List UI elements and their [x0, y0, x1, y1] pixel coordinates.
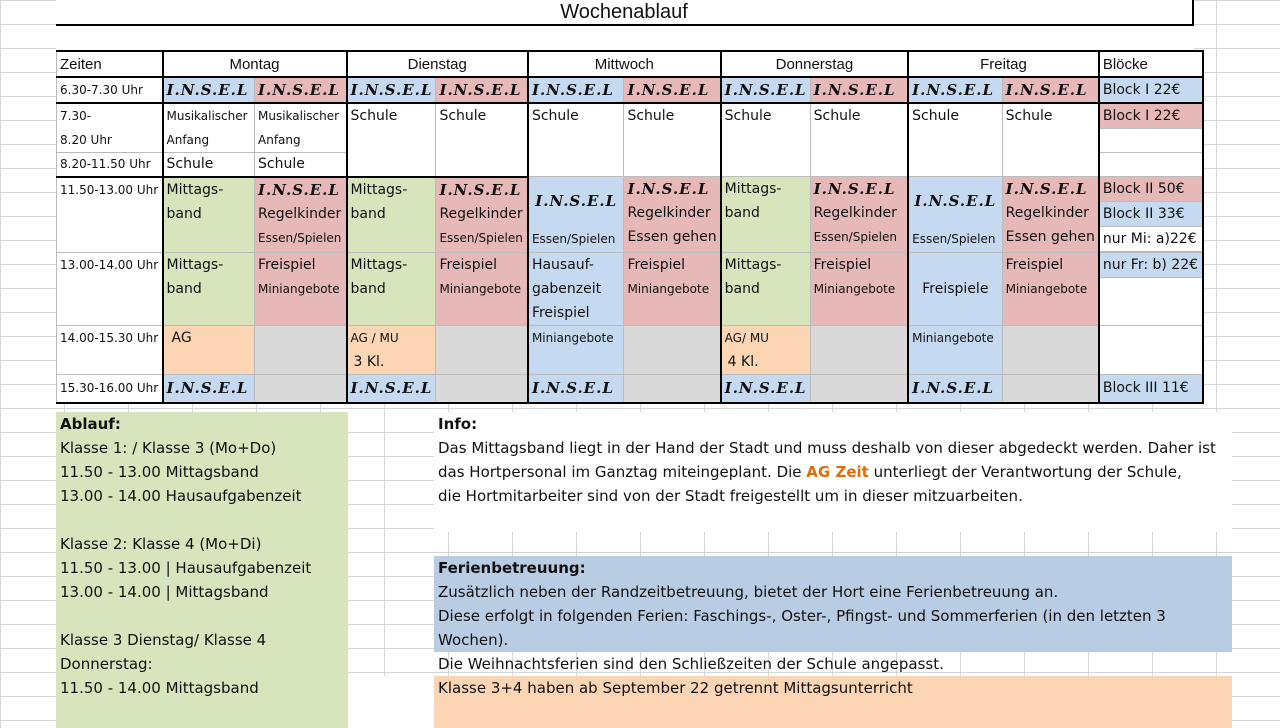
cell-text: Schule: [439, 108, 487, 124]
ablauf-line[interactable]: Klasse 2: Klasse 4 (Mo+Di): [60, 535, 262, 553]
row-1150: [57, 177, 1203, 253]
schedule-cell[interactable]: [624, 177, 721, 253]
cell-text: Anfang: [166, 133, 210, 147]
cell-text: Mittags-: [350, 181, 408, 198]
klasse-note[interactable]: Klasse 3+4 haben ab September 22 getrennt Mittagsunterricht: [438, 679, 913, 697]
header-zeiten[interactable]: Zeiten: [57, 51, 163, 77]
block-cell[interactable]: [1099, 103, 1203, 153]
insel-label: I.N.S.E.L: [914, 192, 997, 210]
insel-cell[interactable]: I.N.S.E.L: [721, 77, 810, 103]
block-label: nur Mi: a)22€: [1100, 227, 1202, 252]
insel-cell[interactable]: I.N.S.E.L: [1002, 77, 1099, 103]
insel-label: I.N.S.E.L: [627, 180, 710, 198]
block-label: Block II 33€: [1100, 202, 1202, 227]
cell-text: Schule: [350, 108, 398, 124]
cell-text: Schule: [1005, 108, 1053, 124]
cell-text: Mittags-: [166, 181, 224, 198]
ablauf-line[interactable]: Klasse 1: / Klasse 3 (Mo+Do): [60, 439, 277, 457]
schedule-cell[interactable]: [347, 177, 436, 253]
schedule-cell[interactable]: [347, 253, 436, 326]
cell-text: Freispiel: [627, 257, 685, 273]
cell-text: AG / MU: [350, 331, 399, 345]
schedule-cell[interactable]: [721, 253, 810, 326]
block-label: Block II 50€: [1100, 177, 1202, 202]
cell-text: 3 Kl.: [353, 354, 385, 370]
ferien-heading[interactable]: Ferienbetreuung:: [438, 559, 586, 577]
insel-label: I.N.S.E.L: [258, 180, 340, 199]
cell-text: band: [166, 205, 202, 222]
cell-text: Essen/Spielen: [439, 230, 523, 245]
insel-label: I.N.S.E.L: [813, 180, 896, 198]
insel-cell[interactable]: I.N.S.E.L: [908, 375, 1002, 403]
info-heading[interactable]: Info:: [438, 415, 478, 433]
cell-text: Regelkinder: [627, 205, 711, 221]
schedule-cell[interactable]: [528, 326, 624, 375]
schedule-cell[interactable]: [528, 103, 624, 177]
cell-text: Miniangebote: [531, 331, 614, 345]
cell-text: Freispiel: [531, 305, 590, 321]
header-day-donnerstag[interactable]: Donnerstag: [721, 51, 908, 77]
insel-cell[interactable]: I.N.S.E.L: [908, 77, 1002, 103]
insel-cell[interactable]: I.N.S.E.L: [163, 77, 255, 103]
row-0730: [57, 103, 1203, 153]
block-cell[interactable]: [1099, 253, 1203, 326]
schedule-table: [56, 50, 1204, 404]
insel-cell[interactable]: I.N.S.E.L: [810, 77, 908, 103]
ag-zeit-highlight: AG Zeit: [806, 463, 869, 481]
cell-text: Freispiel: [1005, 257, 1064, 273]
row-1300: [57, 253, 1203, 326]
header-day-mittwoch[interactable]: Mittwoch: [528, 51, 721, 77]
schedule-cell[interactable]: [810, 253, 908, 326]
time-cell[interactable]: [57, 253, 163, 326]
schedule-cell[interactable]: [1002, 103, 1099, 177]
schedule-cell[interactable]: [347, 103, 436, 177]
cell-text: Miniangebote: [912, 331, 994, 345]
schedule-cell[interactable]: [255, 375, 347, 403]
block-cell[interactable]: Block I 22€: [1099, 77, 1203, 103]
info-line[interactable]: [438, 460, 1228, 484]
time-cell[interactable]: [57, 103, 163, 153]
time-label: 8.20 Uhr: [60, 133, 112, 147]
schedule-cell[interactable]: [1002, 253, 1099, 326]
cell-text: Essen gehen: [627, 229, 717, 245]
row-1400: [57, 326, 1203, 375]
schedule-cell[interactable]: [908, 177, 1002, 253]
block-label: nur Fr: b) 22€: [1100, 253, 1202, 278]
cell-text: Musikalischer: [166, 109, 248, 123]
cell-text: Mittags-: [350, 257, 408, 273]
insel-label: I.N.S.E.L: [535, 192, 618, 210]
cell-text: Essen gehen: [1005, 229, 1095, 245]
sheet-title[interactable]: Wochenablauf: [56, 0, 1194, 26]
klasse-note-panel: [434, 676, 1232, 728]
row-0630: [57, 77, 1203, 103]
header-day-freitag[interactable]: Freitag: [908, 51, 1099, 77]
schedule-cell[interactable]: [528, 253, 624, 326]
cell-text: band: [724, 205, 760, 221]
time-label: 14.00-15.30 Uhr: [60, 331, 159, 345]
cell-text: band: [724, 281, 760, 297]
schedule-cell[interactable]: [810, 103, 908, 177]
schedule-cell[interactable]: [436, 177, 528, 253]
cell-text: gabenzeit: [531, 281, 602, 297]
block-cell[interactable]: [1099, 326, 1203, 375]
ablauf-line[interactable]: Klasse 3 Dienstag/ Klasse 4 Donnerstag:: [60, 631, 267, 673]
schedule-cell[interactable]: [908, 103, 1002, 177]
cell-text: Essen/Spielen: [912, 232, 996, 246]
cell-text: band: [350, 205, 386, 222]
cell-text: Essen/Spielen: [531, 232, 616, 246]
cell-text: Regelkinder: [439, 205, 523, 222]
header-day-montag[interactable]: Montag: [163, 51, 347, 77]
insel-cell[interactable]: I.N.S.E.L: [436, 77, 528, 103]
schedule-cell[interactable]: Schule: [255, 153, 347, 177]
time-cell[interactable]: 15.30-16.00 Uhr: [57, 375, 163, 403]
cell-text: Miniangebote: [1005, 282, 1088, 296]
schedule-cell[interactable]: [624, 253, 721, 326]
schedule-cell[interactable]: [528, 177, 624, 253]
schedule-cell[interactable]: [624, 103, 721, 177]
cell-text: Freispiel: [439, 257, 497, 273]
info-text: unterliegt der Verantwortung der Schule,: [868, 463, 1182, 481]
insel-cell[interactable]: I.N.S.E.L: [347, 375, 436, 403]
time-cell[interactable]: 8.20-11.50 Uhr: [57, 153, 163, 177]
insel-cell[interactable]: I.N.S.E.L: [163, 375, 255, 403]
schedule-cell[interactable]: [721, 326, 810, 375]
header-day-dienstag[interactable]: Dienstag: [347, 51, 528, 77]
ablauf-line[interactable]: 11.50 - 13.00 Mittagsband: [60, 463, 259, 481]
block-cell[interactable]: [1099, 153, 1203, 177]
schedule-cell[interactable]: [810, 177, 908, 253]
cell-text: Mittags-: [166, 257, 224, 273]
schedule-cell[interactable]: [163, 177, 255, 253]
insel-cell[interactable]: I.N.S.E.L: [347, 77, 436, 103]
cell-text: Regelkinder: [813, 205, 897, 221]
cell-text: Schule: [531, 108, 579, 124]
cell-text: Musikalischer: [258, 109, 340, 123]
cell-text: Miniangebote: [813, 282, 896, 296]
cell-text: Schule: [627, 108, 675, 124]
schedule-cell[interactable]: [436, 326, 528, 375]
ferien-line[interactable]: Zusätzlich neben der Randzeitbetreuung, bietet der Hort eine Ferienbetreuung an.: [438, 583, 1059, 601]
schedule-cell[interactable]: [721, 103, 810, 177]
cell-text: Anfang: [258, 133, 301, 147]
schedule-cell[interactable]: [908, 326, 1002, 375]
cell-text: Freispiel: [258, 257, 316, 273]
schedule-cell[interactable]: [810, 375, 908, 403]
header-row: [57, 51, 1203, 77]
time-label: 7.30-: [60, 109, 92, 123]
info-panel: [434, 412, 1232, 532]
cell-text: Regelkinder: [1005, 205, 1089, 221]
cell-text: Mittags-: [724, 257, 782, 273]
schedule-cell[interactable]: [255, 103, 347, 153]
schedule-cell[interactable]: [163, 253, 255, 326]
insel-cell[interactable]: I.N.S.E.L: [255, 77, 347, 103]
cell-text: AG/ MU: [724, 331, 769, 345]
schedule-cell[interactable]: [255, 253, 347, 326]
blank-row: [56, 26, 1194, 50]
cell-text: 4 Kl.: [727, 354, 759, 370]
info-text: das Hortpersonal im Ganztag miteingeplant. Die: [438, 463, 807, 481]
ablauf-heading[interactable]: Ablauf:: [60, 415, 121, 433]
schedule-cell[interactable]: [721, 177, 810, 253]
cell-text: AG: [171, 330, 192, 346]
cell-text: Schule: [813, 108, 861, 124]
insel-cell[interactable]: I.N.S.E.L: [624, 77, 721, 103]
schedule-cell[interactable]: [1002, 375, 1099, 403]
time-label: 13.00-14.00 Uhr: [60, 258, 159, 272]
info-line[interactable]: die Hortmitarbeiter sind von der Stadt freigestellt um in dieser mitzuarbeiten.: [438, 487, 1023, 505]
cell-text: Mittags-: [724, 181, 782, 197]
schedule-cell[interactable]: [624, 375, 721, 403]
cell-text: Regelkinder: [258, 205, 342, 222]
ablauf-line[interactable]: 11.50 - 14.00 Mittagsband: [60, 679, 259, 697]
block-cell[interactable]: [1099, 177, 1203, 253]
blank-strip: [348, 676, 434, 728]
cell-text: band: [350, 281, 386, 297]
insel-cell[interactable]: I.N.S.E.L: [528, 77, 624, 103]
insel-label: I.N.S.E.L: [1005, 180, 1088, 198]
ablauf-line[interactable]: 13.00 - 14.00 | Mittagsband: [60, 583, 269, 601]
schedule-cell[interactable]: [624, 326, 721, 375]
ablauf-line[interactable]: 11.50 - 13.00 | Hausaufgabenzeit: [60, 559, 312, 577]
ablauf-panel: [56, 412, 348, 728]
time-cell[interactable]: [57, 177, 163, 253]
schedule-cell[interactable]: [810, 326, 908, 375]
cell-text: Essen/Spielen: [813, 230, 897, 244]
schedule-cell[interactable]: Schule: [163, 153, 255, 177]
insel-label: I.N.S.E.L: [439, 180, 522, 199]
block-cell[interactable]: Block III 11€: [1099, 375, 1203, 403]
cell-text: band: [166, 281, 202, 297]
ferien-line[interactable]: Die Weihnachtsferien sind den Schließzeiten der Schule angepasst.: [438, 655, 944, 673]
schedule-cell[interactable]: [163, 326, 255, 375]
schedule-cell[interactable]: Freispiele: [908, 253, 1002, 326]
cell-text: Miniangebote: [258, 282, 340, 296]
schedule-cell[interactable]: [347, 326, 436, 375]
time-cell[interactable]: [57, 326, 163, 375]
schedule-cell[interactable]: [1002, 326, 1099, 375]
cell-text: Freispiel: [813, 257, 872, 273]
ferien-panel: [434, 556, 1232, 673]
schedule-cell[interactable]: [436, 253, 528, 326]
cell-text: Miniangebote: [439, 282, 522, 296]
cell-text: Essen/Spielen: [258, 230, 342, 245]
schedule-cell[interactable]: [436, 375, 528, 403]
cell-text: Schule: [724, 108, 772, 124]
schedule-cell[interactable]: [255, 177, 347, 253]
schedule-cell[interactable]: [1002, 177, 1099, 253]
row-1530: [57, 375, 1203, 403]
cell-text: Schule: [912, 108, 959, 124]
cell-text: Hausauf-: [531, 257, 594, 273]
time-label: 11.50-13.00 Uhr: [60, 182, 159, 197]
insel-cell[interactable]: I.N.S.E.L: [528, 375, 624, 403]
insel-cell[interactable]: I.N.S.E.L: [721, 375, 810, 403]
header-bloecke[interactable]: Blöcke: [1099, 51, 1203, 77]
cell-text: Miniangebote: [627, 282, 710, 296]
schedule-cell[interactable]: [255, 326, 347, 375]
time-cell[interactable]: 6.30-7.30 Uhr: [57, 77, 163, 103]
schedule-cell[interactable]: [163, 103, 255, 153]
schedule-cell[interactable]: [436, 103, 528, 177]
ferien-line[interactable]: Diese erfolgt in folgenden Ferien: Faschings-, Oster-, Pfingst- und Sommerferien (in den letzten 3 Wochen).: [438, 607, 1166, 649]
ablauf-line[interactable]: [60, 508, 344, 532]
ablauf-line[interactable]: [60, 604, 344, 628]
info-line[interactable]: Das Mittagsband liegt in der Hand der Stadt und muss deshalb von dieser abgedeckt werden. Daher ist: [438, 439, 1216, 457]
ablauf-line[interactable]: 13.00 - 14.00 Hausaufgabenzeit: [60, 487, 302, 505]
block-label: Block I 22€: [1100, 104, 1202, 129]
